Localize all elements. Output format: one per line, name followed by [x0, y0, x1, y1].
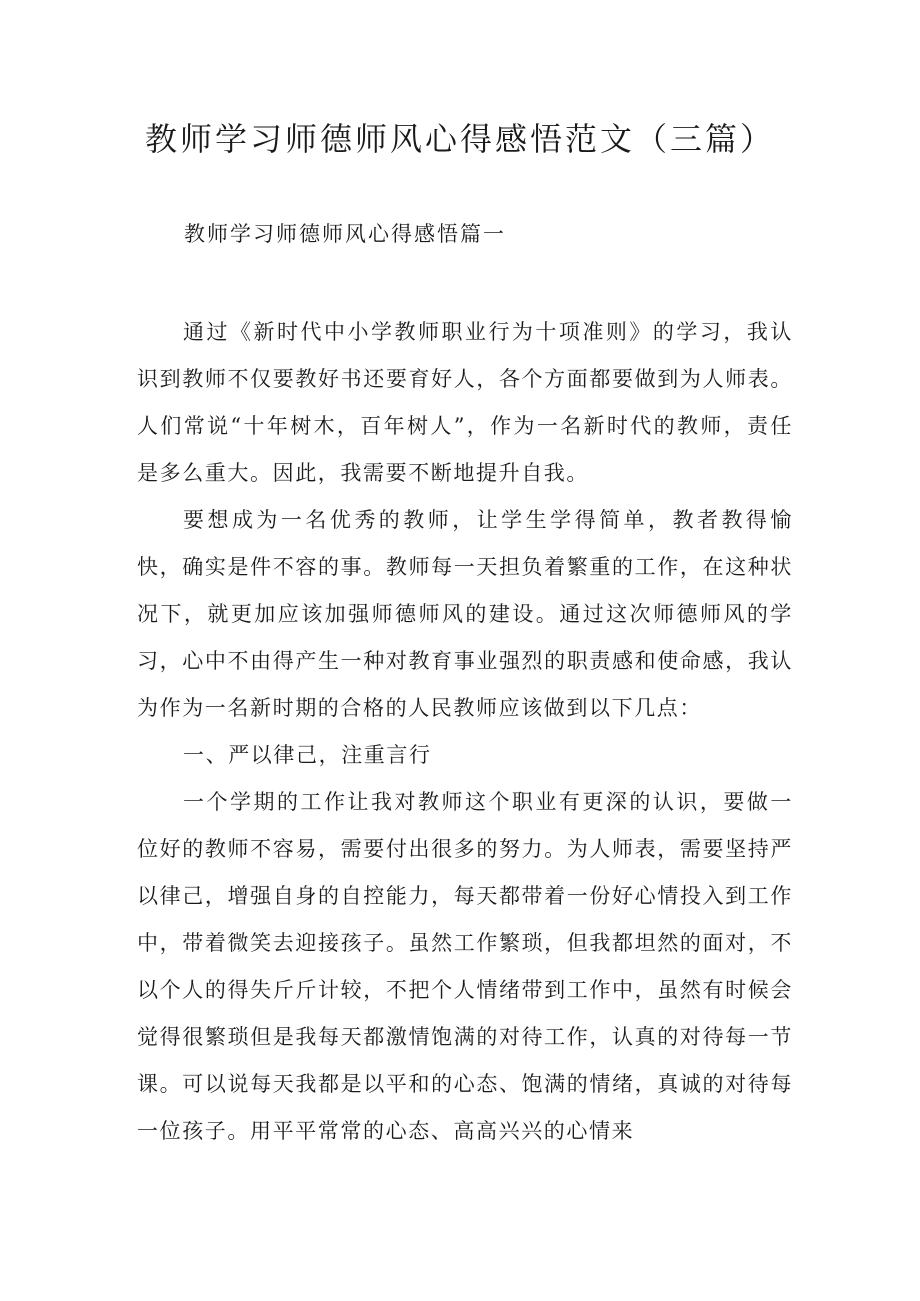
section-heading: 教师学习师德师风心得感悟篇一 — [184, 222, 506, 246]
paragraph-1: 通过《新时代中小学教师职业行为十项准则》的学习，我认识到教师不仅要教好书还要育好人，各个方面都要做到为人师表。人们常说“十年树木，百年树人”，作为一名新时代的教师，责任是多么重大。因此，我需要不断地提升自我。 — [137, 320, 793, 485]
paragraph-3: 一个学期的工作让我对教师这个职业有更深的认识，要做一位好的教师不容易，需要付出很多的努力。为人师表，需要坚持严以律己，增强自身的自控能力，每天都带着一份好心情投入到工作中，带着微笑去迎接孩子。虽然工作繁琐，但我都坦然的面对，不以个人的得失斤斤计较，不把个人情绪带到工作中，虽然有时候会觉得很繁琐但是我每天都激情饱满的对待工作，认真的对待每一节课。可以说每天我都是以平和的心态、饱满的情绪，真诚的对待每一位孩子。用平平常常的心态、高高兴兴的心情来 — [137, 790, 793, 1143]
paragraph-2: 要想成为一名优秀的教师，让学生学得简单，教者教得愉快，确实是件不容的事。教师每一天担负着繁重的工作，在这种状况下，就更加应该加强师德师风的建设。通过这次师德师风的学习，心中不由得产生一种对教育事业强烈的职责感和使命感，我认为作为一名新时期的合格的人民教师应该做到以下几点： — [137, 508, 793, 720]
document-title: 教师学习师德师风心得感悟范文（三篇） — [144, 120, 775, 158]
subheading-1: 一、严以律己，注重言行 — [183, 743, 432, 767]
document-body — [137, 309, 793, 1155]
